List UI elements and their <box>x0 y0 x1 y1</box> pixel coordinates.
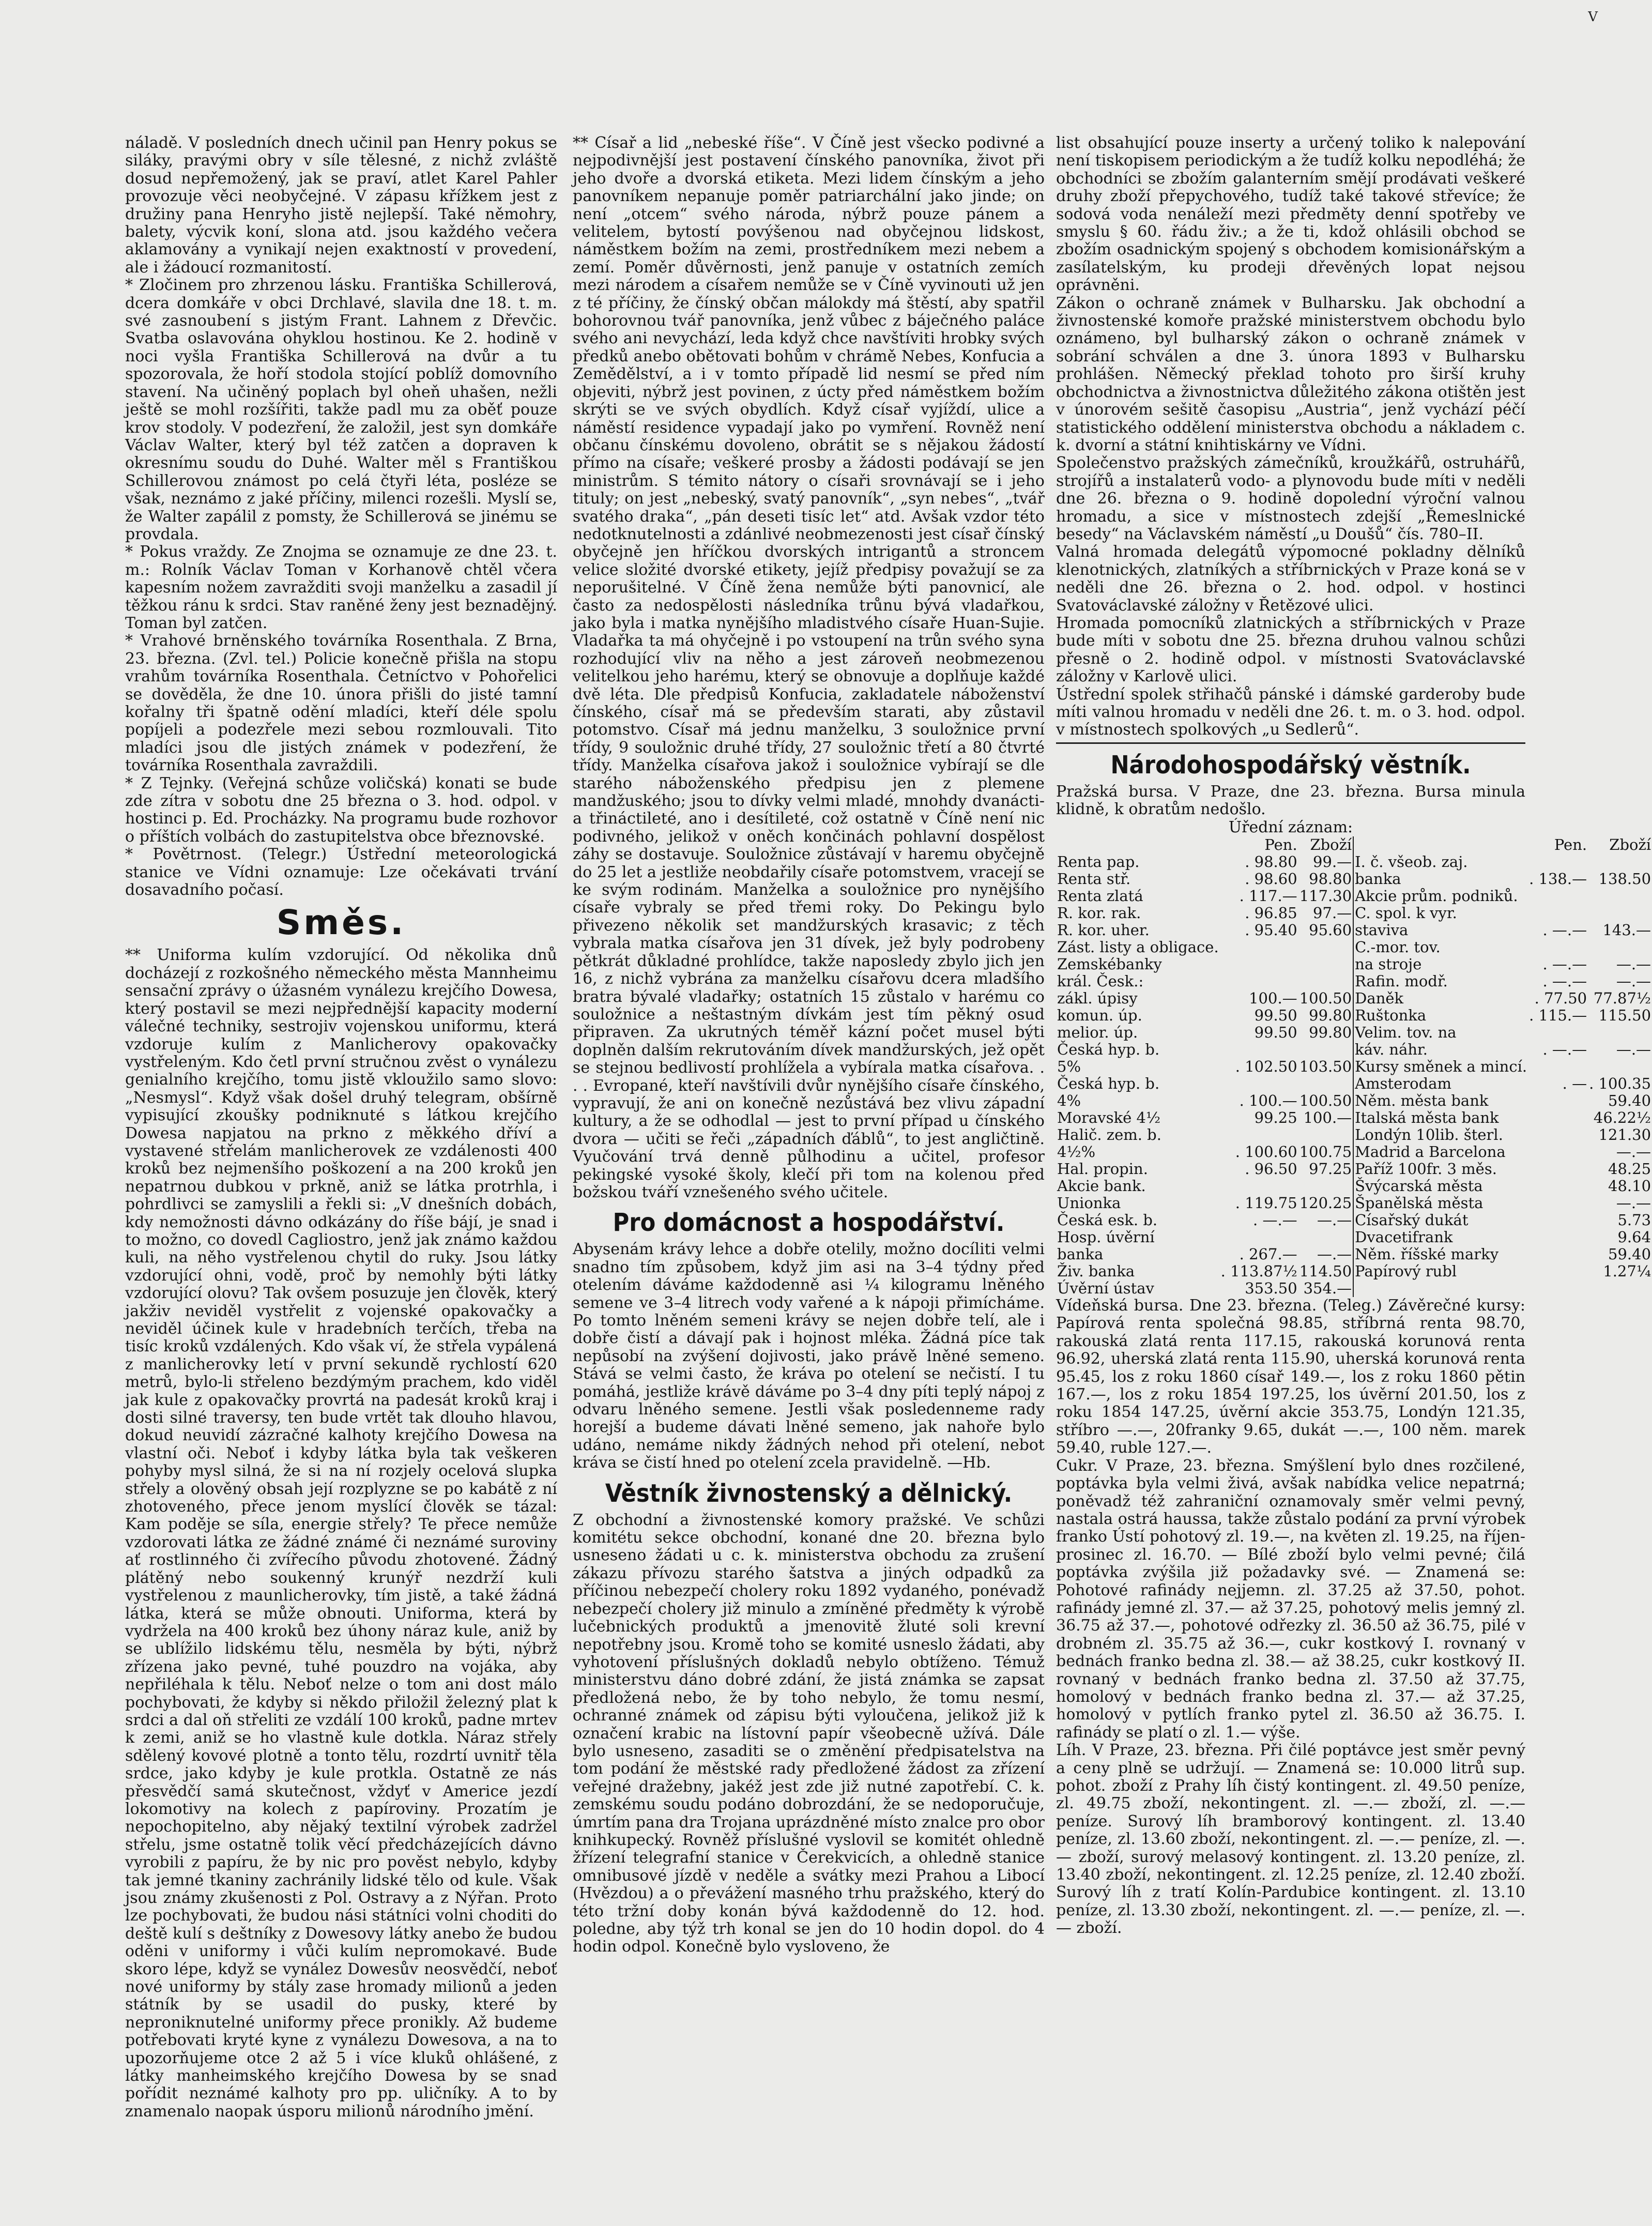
zaznam-heading: Úřední záznam: <box>1228 818 1353 836</box>
table-cell <box>1528 939 1588 956</box>
table-row <box>1056 1041 1652 1058</box>
table-cell: 59.40 <box>1608 1245 1651 1263</box>
article-strihaci: Ústřední spolek střihačů pánské i dámské garderoby bude míti valnou hromadu v neděli dne 26. t. m. o 3. hod. odpol. v místnostech spolkových „u Sedlerů“. <box>1056 685 1525 739</box>
table-cell: . 98.60 <box>1245 870 1297 888</box>
table-cell <box>1528 1058 1588 1075</box>
table-cell: Ruštonka <box>1353 1007 1528 1024</box>
table-cell: 48.10 <box>1608 1177 1651 1195</box>
table-cell: . 119.75 <box>1235 1194 1297 1212</box>
table-cell: Rafin. modř. <box>1353 973 1528 990</box>
table-cell: Hal. propin. <box>1057 1160 1148 1178</box>
table-cell: . 267.— <box>1239 1245 1297 1263</box>
table-cell: . — <box>1562 1075 1587 1093</box>
exchange-table <box>1056 836 1652 1297</box>
table-cell <box>1353 1280 1528 1297</box>
table-row <box>1056 1126 1652 1144</box>
article-bulharsko: Zákon o ochraně známek v Bulharsku. Jak obchodní a živnostenské komoře pražské ministerstvem obchodu bylo oznámeno, byl bulharský zákon o ochraně známek v sobrání schválen a dne 3. února 1893 v Bulharsku prohlášen. Německý překlad tohoto pro širší kruhy obchodnictva a živnostnictva důležitého zákona otištěn jest v únorovém sešitě časopisu „Austria“, jenž vychází péčí statistického oddělení ministerstva obchodu a nákladem c. k. dvorní a státní knihtiskárny ve Vídni. <box>1056 294 1525 454</box>
divider <box>1056 742 1525 744</box>
table-cell: Kursy směnek a mincí. <box>1353 1058 1528 1075</box>
table-cell: komun. úp. <box>1057 1007 1142 1025</box>
table-cell: 4½% <box>1057 1143 1096 1161</box>
column-middle <box>573 134 1045 2114</box>
table-row <box>1056 888 1652 905</box>
table-cell: Živ. banka <box>1057 1262 1135 1280</box>
table-cell: Renta stř. <box>1057 870 1131 888</box>
table-cell <box>1588 939 1652 956</box>
table-cell: . 96.50 <box>1245 1160 1297 1178</box>
table-cell <box>1528 888 1588 905</box>
table-cell: Amsterodam <box>1353 1075 1528 1092</box>
article-kravy: Abysenám krávy lehce a dobře otelily, možno docíliti velmi snadno tím způsobem, když jim asi na 3–4 týdny před otelením dáváme každodenně asi ¼ kilogramu lněného semene ve 3–4 litrech vody vařené a k nápoji přimícháme. Po tomto lněném semeni krávy se nejen dobře telí, ale i dobře čistí a dávají pak i hojnost mléka. Žádná píce tak nepůsobí na zvýšení dojivosti, jako právě lněné semeno. Stává se velmi často, že kráva po otelení se nečistí. I tu pomáhá, jestliže krávě dáváme po 3–4 dny píti teplý nápoj z odvaru lněného semene. Jestli však posledenneme rady horejší a budeme dávati lněné semeno, jak nahoře bylo udáno, nemáme nikdy žádných nehod při otelení, nebot kráva se čistí hned po otelení zcela pravidelně. —Hb. <box>573 1240 1045 1472</box>
corner-mark: V <box>1588 9 1598 25</box>
table-cell <box>1528 1195 1588 1212</box>
table-cell: I. č. všeob. zaj. <box>1353 853 1528 871</box>
article-povetrnost: * Povětrnost. (Telegr.) Ústřední meteorologická stanice ve Vídni oznamuje: Lze očekávati trvání dosavadního počasí. <box>125 845 557 899</box>
table-row <box>1056 1263 1652 1280</box>
table-cell: král. Česk.: <box>1057 972 1144 990</box>
section-heading-domacnost: Pro domácnost a hospodářství. <box>613 1208 1005 1238</box>
table-cell: banka <box>1057 1245 1104 1263</box>
table-cell <box>1220 939 1298 956</box>
table-cell: Zemskébanky <box>1057 955 1162 973</box>
table-cell <box>1220 1041 1298 1058</box>
table-cell <box>1220 1126 1298 1144</box>
table-cell: —.— <box>1616 1194 1651 1212</box>
table-cell <box>1528 1263 1588 1280</box>
table-cell: na stroje <box>1353 956 1528 973</box>
table-row <box>1056 956 1652 973</box>
table-cell: 9.64 <box>1617 1228 1651 1246</box>
table-cell: Renta pap. <box>1057 853 1140 871</box>
table-cell <box>1298 1041 1353 1058</box>
article-tejnky: * Z Tejnky. (Veřejná schůze voličská) konati se bude zde zítra v sobotu dne 25 března o 3. hod. odpol. v hostinci p. Ed. Procházky. Na programu bude rozhovor o příštích volbách do zastupitelstva obce březnovské. <box>125 774 557 846</box>
table-cell: —.— <box>1616 1041 1651 1059</box>
table-cell: 143.— <box>1602 921 1651 939</box>
table-cell: 59.40 <box>1608 1092 1651 1110</box>
table-cell: 120.25 <box>1299 1194 1352 1212</box>
table-cell <box>1298 1126 1353 1144</box>
table-cell: Hosp. úvěrní <box>1057 1228 1155 1246</box>
table-cell <box>1298 956 1353 973</box>
table-cell <box>1528 853 1588 871</box>
table-cell <box>1220 1178 1298 1195</box>
article-text: náladě. V posledních dnech učinil pan Henry pokus se siláky, pravými obry v síle tělesné, z nichž zvláště dosud nepřemožený, jak se praví, atlet Karel Pahler provozuje věci neobyčejné. V zápasu křížkem jest z družiny pana Henryho jistě nejlepší. Také němohry, balety, výcvik koní, slona atd. jsou každého večera aklamovány a vynikají nejen exaktností v provedení, ale i žádoucí rozmanitostí. <box>125 134 557 277</box>
article-spolecenstvo: Společenstvo pražských zámečníků, kroužkářů, ostruhářů, strojířů a instalaterů vodo- a plynovodu bude míti v neděli dne 26. března o 9. hodině dopolední výroční valnou hromadu, a sice v místnostech zdejší „Řemeslnické besedy“ na Václavském náměstí „u Doušů“ čís. 780–II. <box>1056 454 1525 543</box>
table-cell <box>1588 853 1652 871</box>
table-cell <box>1528 1126 1588 1144</box>
article-valna-hromada: Valná hromada delegátů výpomocné pokladny dělníků klenotnických, zlatníkých a stříbrnických v Praze koná se v neděli dne 26. března o 2. hod. odpol. v hostinci Svatováclavské záložny v Řetězové ulici. <box>1056 543 1525 615</box>
table-cell: Moravské 4½ <box>1057 1109 1161 1127</box>
table-cell: . 102.50 <box>1235 1058 1297 1076</box>
column-header: Pen. <box>1264 836 1297 854</box>
table-cell <box>1528 1161 1588 1178</box>
table-cell: Renta zlatá <box>1057 887 1143 905</box>
table-cell: 99.50 <box>1254 1024 1297 1042</box>
table-cell: 138.50 <box>1598 870 1651 888</box>
table-cell: melior. úp. <box>1057 1024 1138 1042</box>
table-cell: Zást. listy a obligace. <box>1057 938 1219 956</box>
table-cell <box>1528 1092 1588 1109</box>
table-header-row <box>1056 836 1652 853</box>
table-cell: zákl. úpisy <box>1057 989 1138 1008</box>
article-lih: Líh. V Praze, 23. března. Při čilé poptávce jest směr pevný a ceny plně se udržují. — Znamená se: 10.000 litrů sup. pohot. zboží z Prahy líh čistý kontingent. zl. 49.50 peníze, zl. 49.75 zboží, nekontingent. zl. —.— zboží, zl. —.— peníze. Surový líh bramborový kontingent. zl. 13.40 peníze, zl. 13.60 zboží, nekontingent. zl. —.— peníze, zl. —.— zboží, surový melasový kontingent. zl. 13.20 peníze, zl. 13.40 zboží, nekontingent. zl. 12.25 peníze, zl. 12.40 zboží. Surový líh z tratí Kolín-Pardubice kontingent. zl. 13.10 peníze, zl. 13.30 zboží, nekontingent. zl. —.— peníze, zl. —.— zboží. <box>1056 1741 1525 1938</box>
table-cell: . —.— <box>1542 921 1587 939</box>
article-cukr: Cukr. V Praze, 23. března. Smýšlení bylo dnes rozčilené, poptávka byla velmi živá, avšak nabídka velice nepatrná; poněvadž též zahraniční oznamovaly směr velmi pevný, nastala ostrá haussa, takže zůstalo podání za první výrobek franko Ústí pohotový zl. 19.—, na květen zl. 19.25, na říjen-prosinec zl. 16.70. — Bílé zboží bylo velmi pevné; čilá poptávka zvýšila již požadavky své. — Znamená se: Pohotové rafinády nejjemn. zl. 37.25 až 37.50, pohot. rafinády jemné zl. 37.— až 37.25, pohotový melis jemný zl. 36.75 až 37.—, pohotové odřezky zl. 36.50 až 36.75, pilé v drobném zl. 35.75 až 36.—, cukr kostkový I. rovnaný v bednách franko bedna zl. 38.— až 38.25, cukr kostkový II. rovnaný v bednách franko bedna zl. 37.50 až 37.75, homolový v bednách franko bedna zl. 37.— až 37.25, homolový v pytlích franko pytel zl. 36.50 až 36.75. I. rafinády se platí o zl. 1.— výše. <box>1056 1456 1525 1742</box>
article-hromada-pomocniku: Hromada pomocníků zlatnických a stříbrnických v Praze bude míti v sobotu dne 25. března druhou valnou schůzi přesně o 2. hodině odpol. v místnosti Svatováclavské záložny v Karlově ulici. <box>1056 614 1525 686</box>
column-header: Zboží <box>1310 836 1352 854</box>
table-cell: 95.60 <box>1309 921 1352 939</box>
table-cell: Něm. města bank <box>1353 1092 1528 1109</box>
table-cell: —.— <box>1616 955 1651 973</box>
table-cell: 103.50 <box>1299 1058 1352 1076</box>
table-cell: 4% <box>1057 1092 1081 1110</box>
table-cell: 1.27¼ <box>1603 1262 1651 1280</box>
article-pokus-vrazdy: * Pokus vraždy. Ze Znojma se oznamuje ze dne 23. t. m.: Rolník Václav Toman v Korhanově chtěl včera kapesním nožem zavražditi svoji manželku a zasadil jí těžkou ránu k srdci. Stav raněné ženy jest beznadějný. Toman byl zatčen. <box>125 543 557 632</box>
table-cell: Unionka <box>1057 1194 1121 1212</box>
table-cell: . 115.— <box>1529 1007 1587 1025</box>
table-cell: Dvacetifrank <box>1353 1229 1528 1246</box>
table-cell: 121.30 <box>1598 1126 1651 1144</box>
article-list: list obsahující pouze inserty a určený toliko k nalepování není tiskopisem periodickým a že tudíž kolku nepodléhá; že obchodníci se zbožím galanterním smějí prodávati veškeré druhy zboží přepychového, tudíž také takové střevíce; že sodová voda nenáleží mezi předměty denní spotřeby ve smyslu § 60. řádu živ.; a že ti, kdož ohlásili obchod se zbožím osadnickým spojený s obchodem komisionářským a zasílatelským, ku prodeji dřevěných lopat nejsou oprávněni. <box>1056 134 1525 295</box>
table-cell <box>1528 1178 1588 1195</box>
table-cell: . —.— <box>1542 1041 1587 1059</box>
table-cell: 100.— <box>1249 989 1297 1008</box>
table-cell: Londýn 10lib. šterl. <box>1353 1126 1528 1144</box>
table-cell: Velim. tov. na <box>1353 1024 1528 1041</box>
table-cell: Česká hyp. b. <box>1057 1075 1160 1093</box>
table-row <box>1056 922 1652 939</box>
article-uniforma: ** Uniforma kulím vzdorující. Od několika dnů docházejí z rozkošného německého města Mannheimu sensační zprávy o úžasném vynálezu krejčího Dowesa, který postavil se mezi nejpřednější kapacity moderní válečné techniky, sestrojiv vojenskou uniformu, která vzdoruje kulím z Manlicherovy opakovačky vystřeleným. Kdo četl první stručnou zvěst o vynálezu genialního krejčího, tomu jistě vkloužilo samo slovo: „Nesmysl“. Když však došel druhý telegram, obšírně vypisující zkoušky podniknuté s látkou krejčího Dowesa napjatou na prkno z měkkého dříví a vystavené střelám manlicherovek ze vzdálenosti 400 kroků bez nejmenšího poškození a na 200 kroků jen nepatrnou dubkou v prkně, aniž se látka protrhla, i pohrdlivci se zamyslili a řekli si: „V dnešních dobách, kdy nemožnosti dávno odkázány do říše bájí, je snad i to možno, co dovedl Cagliostro, jenž jak známo každou kuli, na něho vystřelenou chytil do ruky. Jsou látky vzdorující ohni, vodě, proč by nemohly býti látky vzdorující olovu? Tak ovšem posuzuje jen člověk, který jakživ neviděl vystřelit z vojenské opakovačky a neviděl účinek kule v hradebních terčích, třeba na tisíc kroků vzdálených. Kdo však ví, že střela vypálená z manlicherovky letí v první sekundě rychlostí 620 metrů, bylo-li střeleno bezdýmým prachem, kdo viděl jak kule z opakovačky provrtá na padesát kroků kraj i dosti silné traversy, ten bude vrtět tak dlouho hlavou, dokud neuvidí zázračné kalhoty krejčího Dowesa na vlastní oči. Neboť i kdyby látka byla tak veškeren pohyby mysl silná, že si na ní rozjely ocelová slupka střely a olověný obsah její rozplyzne se po kabátě z ní zhotoveného, přece jenom myslící člověk se tázal: Kam poděje se síla, energie střely? Te přece nemůže vzdorovati látka ze žádné známé či neznámé suroviny ať rostlinného či zvířecího původu zhotovené. Žádný plátěný nebo soukenný krunýř nezdrží kuli vystřelenou z maunlicherovky, tím jistě, a také žádná látka, která se může obnouti. Uniforma, která by vydržela na 400 kroků bez úhony náraz kule, aniž by se ublížilo lidskému tělu, nesměla by býti, nýbrž zřízena jako pevné, tuhé pouzdro na vojáka, aby nepřiléhala k tělu. Neboť nelze o tom ani dost málo pochybovati, že kdyby si někdo přiložil železný plat k srdci a dal oň střeliti ze vzdálí 100 kroků, padne mrtev k zemi, aniž se ho vlastně kule dotkla. Náraz střely sdělený kovové plotně a tonto tělu, rozdrtí uvnitř těla srdce, jako kdyby je kule protkla. Ostatně ze nás přesvědčí samá skutečnost, vždyť v Americe jezdí lokomotivy na kolech z papíroviny. Prozatím je nepochopitelno, aby nějaký textilní výrobek zadržel střelu, jsme ostatně tolik věcí předcházejících dávno vyrobili z papíru, že by nic pro pověst nebylo, kdyby tak jemné tkaniny zachránily lidské tělo od kule. Však jsou známy zkušenosti z Pol. Ostravy a z Nýřan. Proto lze pochybovati, že budou nási státníci volni choditi do deště kulí s deštníky z Dowesovy látky anebo že budou oděni v uniformy i vůči kulím nepromokavé. Bude skoro lépe, když se vynález Dowesův neosvědčí, neboť nové uniformy by stály zase hromady milionů a jeden státník by se usadil do pusky, které by neproniknutelné uniformy přece pronikly. Až budeme potřebovati kryté kyne z vynálezu Dowesova, a na to upozorňujeme otce 2 až 5 i více kluků ohlášené, z látky manheimského krejčího Dowesa by se snad pořídit neznámé kalhoty pro pp. uličníky. A to by znamenalo naopak úsporu milionů národního jmění. <box>125 946 557 2121</box>
table-cell: —.— <box>1616 972 1651 990</box>
table-cell: Papírový rubl <box>1353 1263 1528 1280</box>
table-row <box>1056 973 1652 990</box>
table-cell: . 95.40 <box>1245 921 1297 939</box>
table-cell: 77.87½ <box>1593 989 1651 1008</box>
table-cell <box>1298 939 1353 956</box>
article-komora: Z obchodní a živnostenské komory pražské. Ve schůzi komitétu sekce obchodní, konané dne 20. března bylo usneseno žádati u c. k. ministerstva obchodu za zrušení zákazu přívozu starého šatstva a jiných odpadků za příčinou nebezpečí cholery roku 1892 vydaného, ponévadž nebezpečí cholery již minulo a zmíněné předměty k výrobě lučebnických produktů a jmenovitě žluté soli krevní nepotřebny jsou. Kromě toho se komité usneslo žádati, aby vyhotovení příslušných dokladů nebylo obtíženo. Témuž ministerstvu dáno dobré zdání, že jistá známka se zapsat předložená nebo, že by toho nebylo, že tomu nesmí, ochranné známek od zápisu býti vyloučena, jelikož již k označení krabic na lístovní papír všeobecně užívá. Dále bylo usneseno, zasaditi se o změnění předpisatelstva na tom podání že městské rady předložené žádost za zřízení veřejné dražebny, jakéž jest zde již nutné zapotřebí. C. k. zemskému soudu podáno dobrozdání, že se nedoporučuje, úmrtím pana dra Trojana uprázdněné místo znalce pro obor knihkupecký. Rovněž příslušné vyslovil se komitét ohledně žřízení telegrafní stanice v Čerekvicích, a ohledně stanice omnibusové jízdě v neděle a svátky mezi Prahou a Libocí (Hvězdou) a o převážení masného trhu pražského, který do této tržní doby konán bývá každodenně do 12. hod. poledne, aby týž trh konal se jen do 10 hodin dopol. do 4 hodin odpol. Konečně bylo vysloveno, že <box>573 1511 1045 1956</box>
table-cell <box>1588 888 1652 905</box>
table-row <box>1056 1229 1652 1246</box>
table-cell: —.— <box>1616 1143 1651 1161</box>
table-cell <box>1528 1024 1588 1041</box>
table-cell: . 96.85 <box>1245 904 1297 922</box>
table-cell: banka <box>1353 871 1528 888</box>
table-cell <box>1528 1109 1588 1126</box>
table-cell: . —.— <box>1253 1211 1297 1229</box>
table-cell: 99.50 <box>1254 1007 1297 1025</box>
table-row <box>1056 1075 1652 1092</box>
table-cell: . —.— <box>1542 955 1587 973</box>
table-cell: 46.22½ <box>1593 1109 1651 1127</box>
table-cell <box>1588 1058 1652 1075</box>
table-cell: Česká hyp. b. <box>1057 1041 1160 1059</box>
table-cell: 97.— <box>1313 904 1352 922</box>
table-cell: 99.80 <box>1309 1007 1352 1025</box>
column-header: Zboží <box>1609 836 1651 854</box>
table-cell <box>1528 1246 1588 1263</box>
table-cell: Španělská města <box>1353 1195 1528 1212</box>
table-cell: C. spol. k vyr. <box>1353 905 1528 922</box>
table-cell: 48.25 <box>1608 1160 1651 1178</box>
article-videnska-bursa: Vídeňská bursa. Dne 23. března. (Teleg.) Závěrečné kursy: Papírová renta společná 98.85, stříbrná renta 98.70, rakouská zlatá renta 117.15, rakouská korunová renta 96.92, uherská zlatá renta 115.90, uherská korunová renta 95.45, los z roku 1860 císař 149.—, los z roku 1860 pětin 167.—, los z roku 1854 197.25, los úvěrní 201.50, los z roku 1854 147.25, úvěrní akcie 353.75, Londýn 121.35, stříbro —.—, 20franky 9.65, dukát —.—, 100 něm. marek 59.40, ruble 127.—. <box>1056 1297 1525 1457</box>
table-cell: . 100.60 <box>1235 1143 1297 1161</box>
table-cell: Něm. říšské marky <box>1353 1246 1528 1263</box>
table-row <box>1056 1246 1652 1263</box>
table-row <box>1056 905 1652 922</box>
table-cell: 354.— <box>1303 1279 1352 1298</box>
table-cell: Švýcarská města <box>1353 1178 1528 1195</box>
table-cell: 98.80 <box>1309 870 1352 888</box>
table-cell: 353.50 <box>1245 1279 1297 1298</box>
table-cell <box>1220 956 1298 973</box>
table-cell: Halič. zem. b. <box>1057 1126 1161 1144</box>
table-cell: 100.75 <box>1299 1143 1352 1161</box>
section-heading-narodohospodarsky: Národohospodářský věstník. <box>1110 750 1471 780</box>
table-cell <box>1220 973 1298 990</box>
table-cell <box>1298 1229 1353 1246</box>
table-cell: Madrid a Barcelona <box>1353 1144 1528 1161</box>
table-cell: Úvěrní ústav <box>1057 1279 1154 1298</box>
table-cell: 99.80 <box>1309 1024 1352 1042</box>
column-right <box>1056 134 1651 2114</box>
table-row <box>1056 1195 1652 1212</box>
table-cell <box>1588 1024 1652 1041</box>
table-cell <box>1220 1075 1298 1092</box>
table-cell: 99.25 <box>1254 1109 1297 1127</box>
table-row <box>1056 871 1652 888</box>
table-cell: C.-mor. tov. <box>1353 939 1528 956</box>
table-row <box>1056 853 1652 871</box>
table-cell <box>1298 1075 1353 1092</box>
article-vrahove: * Vrahové brněnského továrníka Rosenthala. Z Brna, 23. března. (Zvl. tel.) Policie konečně přišla na stopu vrahům továrníka Rosenthala. Četníctvo v Pohořelici se dověděla, že dne 10. února přišli do jisté tamní kořalny tři špatně odění mladíci, kteří déle spolu popíjeli a podezřele mezi sebou rozmlouvali. Tito mladíci jsou dle jistých známek v podezření, že továrníka Rosenthala zavraždili. <box>125 632 557 775</box>
table-cell: 97.25 <box>1309 1160 1352 1178</box>
table-cell: 100.50 <box>1299 1092 1352 1110</box>
column-left <box>125 134 557 2121</box>
table-cell: . 100.— <box>1239 1092 1297 1110</box>
section-heading-vestnik-zivnostensky: Věstník živnostenský a dělnický. <box>605 1478 1013 1508</box>
table-cell <box>1298 973 1353 990</box>
table-cell: Daněk <box>1353 990 1528 1007</box>
table-cell: . 113.87½ <box>1220 1262 1297 1280</box>
table-cell <box>1528 1229 1588 1246</box>
table-row <box>1056 1109 1652 1126</box>
table-row <box>1056 990 1652 1007</box>
table-cell: —.— <box>1317 1245 1352 1263</box>
table-cell: 117.30 <box>1299 887 1352 905</box>
table-row <box>1056 1024 1652 1041</box>
table-cell <box>1528 1144 1588 1161</box>
table-row <box>1056 939 1652 956</box>
table-row <box>1056 1280 1652 1297</box>
table-cell: Paříž 100fr. 3 měs. <box>1353 1161 1528 1178</box>
table-cell: —.— <box>1317 1211 1352 1229</box>
table-cell <box>1220 1229 1298 1246</box>
table-row <box>1056 1007 1652 1024</box>
table-cell <box>1588 905 1652 922</box>
table-row <box>1056 1161 1652 1178</box>
article-zlocinem: * Zločinem pro zhrzenou lásku. Františka Schillerová, dcera domkáře v obci Drchlavé, slavila dne 18. t. m. své zasnoubení s jistým Frant. Lahnem z Dřevčic. Svatba oslavována ohyklou hostinou. Ke 2. hodině v noci vyšla Františka Schillerová na dvůr a tu spozorovala, že hoří stodola stojící poblíž domovního stavení. Na učiněný poplach byl oheň uhašen, nežli ještě se mohl rozšířiti, takže padl mu za oběť pouze krov stodoly. V podezření, že založil, jest syn domkáře Václav Walter, který byl též zatčen a dopraven k okresnímu soudu do Duhé. Walter měl s Františkou Schillerovou známost po celá čtyři léta, posléze se však, neznámo z jaké příčiny, milenci rozešli. Myslí se, že Walter zapálil z pomsty, že Schillerová se jinému se provdala. <box>125 276 557 543</box>
table-cell: . 100.35 <box>1589 1075 1651 1093</box>
table-cell: staviva <box>1353 922 1528 939</box>
table-cell: Česká esk. b. <box>1057 1211 1158 1229</box>
table-row <box>1056 1212 1652 1229</box>
table-cell: 100.50 <box>1299 989 1352 1008</box>
table-row <box>1056 1144 1652 1161</box>
table-cell: Italská města bank <box>1353 1109 1528 1126</box>
article-cisar: ** Císař a lid „nebeské říše“. V Číně jest všecko podivné a nejpodivnější jest postavení čínského panovníka, život při jeho dvoře a dvorská etiketa. Mezi lidem čínským a jeho panovníkem nepanuje poměr patriarchální jako jinde; on není „otcem“ svého národa, nýbrž pouze pánem a velitelem, bytostí povýšenou nad obyčejnou lidskost, náměstkem božím na zemi, prostředníkem mezi nebem a zemí. Poměr důvěrnosti, jenž panuje v ostatních zemích mezi národem a císařem nemůže se v Číně vyvinouti už jen z té příčiny, že čínský občan málokdy má štěstí, aby spatřil bohorovnou tvář panovníka, jenž vůbec z báječného paláce svého ani nevychází, leda když chce navštíviti hrobky svých předků anebo obětovati bohům v chrámě Nebes, Konfucia a Zemědělství, a i v tomto případě lid nesmí se před ním objeviti, nýbrž jest povinen, z úcty před náměstkem božím skrýti se ve svých obydlích. Když císař vyjíždí, ulice a náměstí residence vypadají jako po vymření. Rovněž není občanu čínskému dovoleno, obrátit se s nějakou žádostí přímo na císaře; veškeré prosby a žádosti podávají se jen ministrům. S témito nátory o císaři srovnávají se i jeho tituly; on jest „nebeský, svatý panovník“, „syn nebes“, „tvář svatého draka“, „pán deseti tisíc let“ atd. Avšak vzdor této nedotknutelnosti a zdánlivé neobmezenosti jest císař čínský obyčejně jen hříčkou dvorských intrigantů a stroncem velice složité dvorské etikety, jejíž předpisy považují se za neporušitelné. V Číně žena nemůže býti panovnicí, ale často za nedospělosti následníka trůnu bývá vladařkou, jako byla i matka nynějšího mladistvého císaře Huan-Sujie. Vladařka ta má ohyčejně i po vstoupení na trůn svého syna rozhodující vliv na něho a jest zároveň neobmezenou velitelkou jeho harému, který se obnovuje a doplňuje každé dvě léta. Dle předpisů Konfucia, zakladatele náboženství čínského, císař má se především starati, aby zůstavil potomstvo. Císař má jednu manželku, 3 souložnice první třídy, 9 souložnic druhé třídy, 27 souložnic třetí a 80 čtvrté třídy. Manželka císařova jakož i souložnice vybírají se dle starého náboženského předpisu jen z plemene mandžuského; jsou to dívky velmi mladé, mnohdy dvanácti- a třináctileté, ano i desítileté, což ostatně v Číně není nic podivného, jelikož v oněch končinách pohlavní dospělost záhy se dostavuje. Souložnice zůstávají v haremu obyčejně do 25 let a jestliže neobdařily císaře potomstvem, vracejí se ke svým rodinám. Manželka a souložnice pro nynějšího císaře vybraly se před třemi roky. Do Pekingu bylo přivezeno několik set mandžurských krasavic; z těch vybrala matka císařova jen 31 dívek, jež byly podrobeny pětkrát důkladné prohlídce, takže naposledy zbylo jich jen 16, z nichž vybrána za manželku císařovu dcera mladšího bratra bývalé vladařky; ostatních 15 zůstalo v harému co souložnice a neštastným dívkám jest tím pěkný osud připraven. Za ukrutných téměř kázní počet musel býti doplněn dalším rekrutováním dívek mandžurských, jež opět se stejnou bedlivostí prohlížela a vybírala matka císařova. . . . Evropané, kteří navštívili dvůr nynějšího císaře čínského, vypravují, že ani on konečně nezůstává bez vlivu západní kultury, a že se odhodlal — jest to první případ u čínského dvora — učiti se řeči „západních ďáblů“, to jest angličtině. Vyučování trvá denně půlhodinu a učitel, profesor pekingské vysoké školy, klečí při tom na kolenou před božskou tváří vznešeného svého učitele. <box>573 134 1045 1201</box>
table-row <box>1056 1058 1652 1075</box>
table-cell <box>1298 1178 1353 1195</box>
table-cell <box>1528 1212 1588 1229</box>
table-cell <box>1588 1280 1652 1297</box>
table-cell: Císařský dukát <box>1353 1212 1528 1229</box>
table-row <box>1056 1178 1652 1195</box>
table-row <box>1056 1092 1652 1109</box>
table-cell <box>1528 905 1588 922</box>
table-cell <box>1528 1280 1588 1297</box>
table-cell: R. kor. rak. <box>1057 904 1141 922</box>
table-cell: . 98.80 <box>1245 853 1297 871</box>
section-heading-smes: Směs. <box>276 903 406 943</box>
table-cell: . 117.— <box>1239 887 1297 905</box>
table-cell: 5.73 <box>1617 1211 1651 1229</box>
table-cell: 5% <box>1057 1058 1081 1076</box>
table-cell: . 77.50 <box>1534 989 1587 1008</box>
table-cell: Akcie bank. <box>1057 1177 1146 1195</box>
burza-intro: Pražská bursa. V Praze, dne 23. března. Bursa minula klidně, k obratům nedošlo. <box>1056 782 1525 819</box>
table-cell: Akcie prům. podniků. <box>1353 888 1528 905</box>
table-cell: 115.50 <box>1598 1007 1651 1025</box>
column-header: Pen. <box>1554 836 1587 854</box>
table-cell: káv. náhr. <box>1353 1041 1528 1058</box>
table-cell: . —.— <box>1542 972 1587 990</box>
table-cell: R. kor. uher. <box>1057 921 1150 939</box>
table-cell: 100.— <box>1303 1109 1352 1127</box>
table-cell: 114.50 <box>1299 1262 1352 1280</box>
table-cell: 99.— <box>1313 853 1352 871</box>
table-cell: . 138.— <box>1529 870 1587 888</box>
